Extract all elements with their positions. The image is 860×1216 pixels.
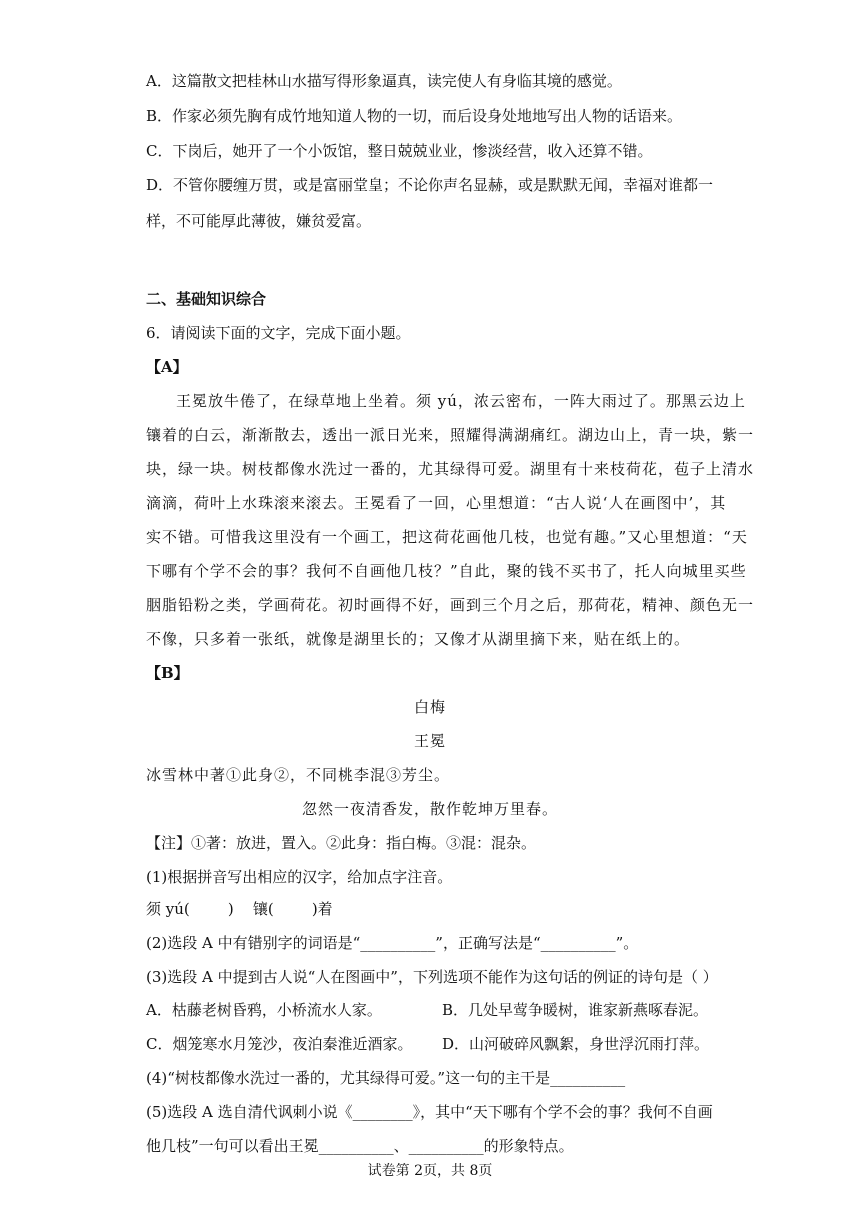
- sub-question-4: (4)“树枝都像水洗过一番的，尤其绿得可爱。”这一句的主干是__________: [146, 1069, 626, 1087]
- passage-line: 镶着的白云，渐渐散去，透出一派日光来，照耀得满湖痛红。湖边山上，青一块，紫一: [146, 426, 755, 444]
- poem-title: 白梅: [413, 698, 446, 716]
- poem-note: 【注】①著：放进，置入。②此身：指白梅。③混：混杂。: [146, 834, 537, 852]
- label-B: 【B】: [146, 664, 189, 682]
- q6-prompt: 6．请阅读下面的文字，完成下面小题。: [146, 324, 411, 342]
- sub-question-3: (3)选段 A 中提到古人说“人在图画中”，下列选项不能作为这句话的例证的诗句是（ ）: [146, 968, 718, 986]
- label-A: 【A】: [146, 358, 188, 376]
- sub-question-5-line2: 他几枝”一句可以看出王冕__________、__________的形象特点。: [146, 1137, 574, 1155]
- sub-question-1: (1)根据拼音写出相应的汉字，给加点字注音。: [146, 868, 453, 886]
- poem-author: 王冕: [413, 732, 446, 750]
- section-heading: 二、基础知识综合: [146, 290, 267, 308]
- option-B: B．作家必须先胸有成竹地知道人物的一切，而后设身处地地写出人物的话语来。: [146, 107, 683, 125]
- sub-question-3-option-A: A．枯藤老树昏鸦，小桥流水人家。: [146, 1001, 382, 1019]
- passage-line: 实不错。可惜我这里没有一个画工，把这荷花画他几枝，也觉有趣。”又心里想道：“天: [146, 528, 748, 546]
- option-D-line2: 样，不可能厚此薄彼，嫌贫爱富。: [146, 212, 372, 230]
- passage-line: 下哪有个学不会的事？我何不自画他几枝？”自此，聚的钱不买书了，托人向城里买些: [146, 562, 747, 580]
- sub-question-3-option-D: D．山河破碎风飘絮，身世浮沉雨打萍。: [442, 1035, 710, 1053]
- option-A: A．这篇散文把桂林山水描写得形象逼真，读完使人有身临其境的感觉。: [146, 72, 622, 90]
- passage-line: 不像，只多着一张纸，就像是湖里长的；又像才从湖里摘下来，贴在纸上的。: [146, 630, 691, 648]
- sub-question-3-option-B: B．几处早莺争暖树，谁家新燕啄春泥。: [442, 1001, 709, 1019]
- page-footer: 试卷第 2页，共 8页: [367, 1163, 493, 1179]
- sub-question-2: (2)选段 A 中有错别字的词语是“__________”，正确写法是“__________”。: [146, 934, 639, 952]
- passage-line: 胭脂铅粉之类，学画荷花。初时画得不好，画到三个月之后，那荷花，精神、颜色无一: [146, 596, 755, 614]
- passage-line: 块，绿一块。树枝都像水洗过一番的，尤其绿得可爱。湖里有十来枝荷花，苞子上清水: [146, 460, 755, 478]
- poem-line1: 冰雪林中著①此身②，不同桃李混③芳尘。: [146, 766, 451, 784]
- passage-line: 王冕放牛倦了，在绿草地上坐着。须 yú，浓云密布，一阵大雨过了。那黑云边上: [176, 392, 746, 410]
- option-C: C．下岗后，她开了一个小饭馆，整日兢兢业业，惨淡经营，收入还算不错。: [146, 142, 653, 160]
- sub-question-1-blanks: 须 yú( ) 镶( )着: [146, 900, 333, 918]
- sub-question-3-option-C: C．烟笼寒水月笼沙，夜泊秦淮近酒家。: [146, 1035, 413, 1053]
- option-D-line1: D．不管你腰缠万贯，或是富丽堂皇；不论你声名显赫，或是默默无闻，幸福对谁都一: [146, 176, 714, 194]
- sub-question-5-line1: (5)选段 A 选自清代讽刺小说《________》，其中“天下哪有个学不会的事？我何不自画: [146, 1103, 713, 1121]
- poem-line2: 忽然一夜清香发，散作乾坤万里春。: [301, 800, 558, 818]
- passage-line: 滴滴，荷叶上水珠滚来滚去。王冕看了一回，心里想道：“古人说‘人在画图中’，其: [146, 494, 727, 512]
